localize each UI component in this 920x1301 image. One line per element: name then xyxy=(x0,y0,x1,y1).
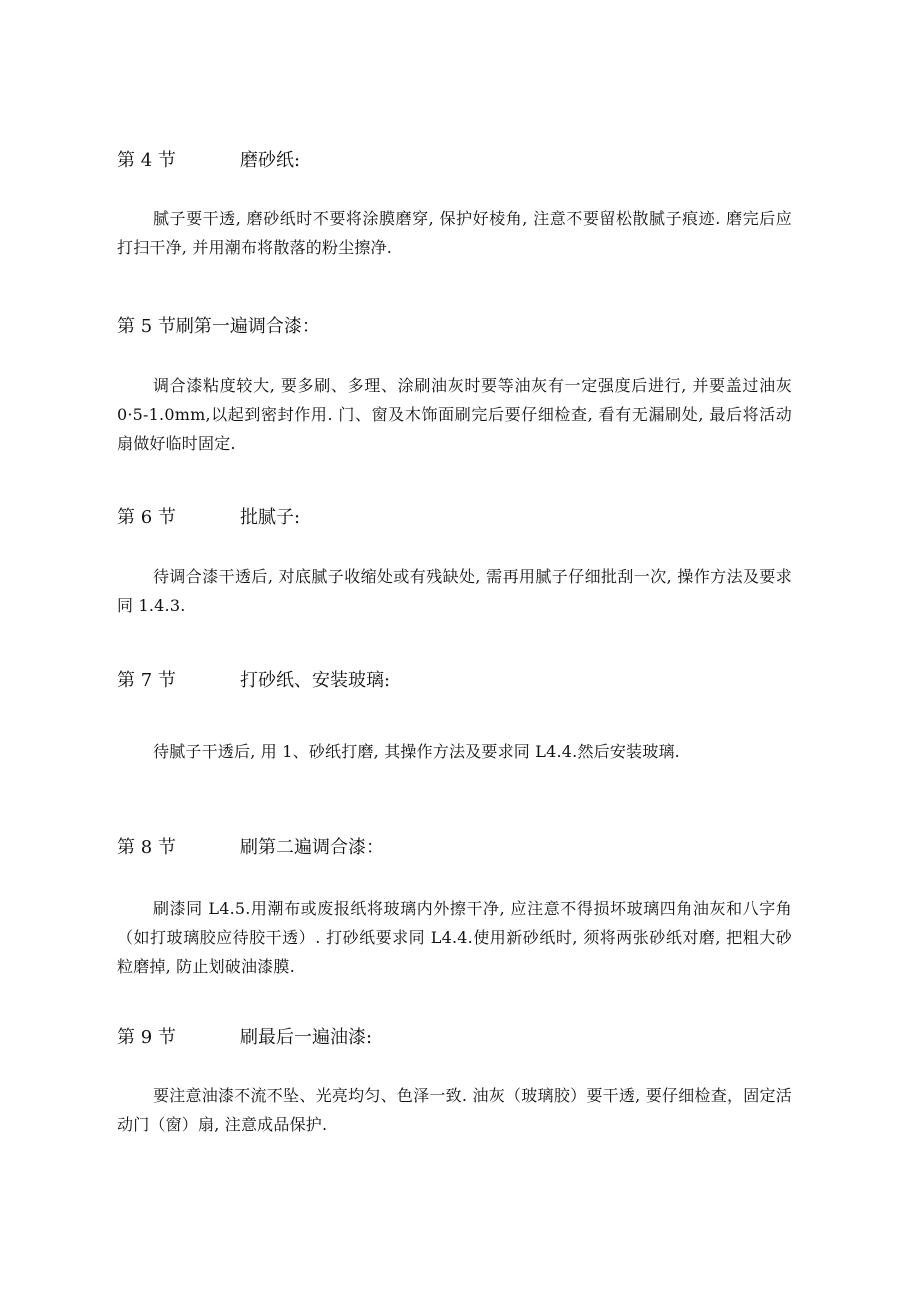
section-4 xyxy=(117,149,792,262)
section-heading xyxy=(117,669,792,693)
section-number: 第 9 节 xyxy=(117,1027,176,1048)
section-body: 待腻子干透后, 用 1、砂纸打磨, 其操作方法及要求同 L4.4.然后安装玻璃. xyxy=(153,742,680,761)
section-body: 待调合漆干透后, 对底腻子收缩处或有残缺处, 需再用腻子仔细批刮一次, 操作方法及要求同 1.4.3. xyxy=(117,567,792,615)
section-8 xyxy=(117,836,792,981)
section-heading xyxy=(117,836,792,860)
section-title: 刷第二遍调合漆： xyxy=(240,837,384,858)
section-9 xyxy=(117,1026,792,1139)
section-title: 磨砂纸: xyxy=(240,150,301,171)
section-6 xyxy=(117,506,792,620)
section-number: 第 7 节 xyxy=(117,670,176,691)
section-number: 第 8 节 xyxy=(117,837,176,858)
section-title: 打砂纸、安装玻璃: xyxy=(240,670,391,691)
section-body: 调合漆粘度较大, 要多刷、多理、涂刷油灰时要等油灰有一定强度后进行, 并要盖过油灰 0·5-1.0mm,以起到密封作用. 门、窗及木饰面刷完后要仔细检查, 看有无漏刷处, 最后将活动扇做好临时固定. xyxy=(117,376,792,453)
section-body: 刷漆同 L4.5.用潮布或废报纸将玻璃内外擦干净, 应注意不得损坏玻璃四角油灰和八字角（如打玻璃胶应待胶干透）. 打砂纸要求同 L4.4.使用新砂纸时, 须将两张砂纸对磨, 把粗大砂粒磨掉, 防止划破油漆膜. xyxy=(117,899,792,976)
section-number: 第 6 节 xyxy=(117,507,176,528)
section-body: 腻子要干透, 磨砂纸时不要将涂膜磨穿, 保护好棱角, 注意不要留松散腻子痕迹. 磨完后应打扫干净, 并用潮布将散落的粉尘擦净. xyxy=(117,209,792,257)
section-number: 第 5 节 xyxy=(117,316,176,337)
section-heading xyxy=(117,149,792,173)
section-title: 刷第一遍调合漆： xyxy=(175,316,320,337)
section-7 xyxy=(117,669,792,766)
section-title: 批腻子: xyxy=(240,507,301,528)
section-heading xyxy=(117,506,792,530)
section-body: 要注意油漆不流不坠、光亮均匀、色泽一致. 油灰（玻璃胶）要干透, 要仔细检查，固定活动门（窗）扇, 注意成品保护. xyxy=(117,1086,792,1134)
section-heading xyxy=(117,315,792,339)
section-5 xyxy=(117,315,792,458)
section-title: 刷最后一遍油漆: xyxy=(240,1027,373,1048)
section-heading xyxy=(117,1026,792,1050)
section-number: 第 4 节 xyxy=(117,150,176,171)
